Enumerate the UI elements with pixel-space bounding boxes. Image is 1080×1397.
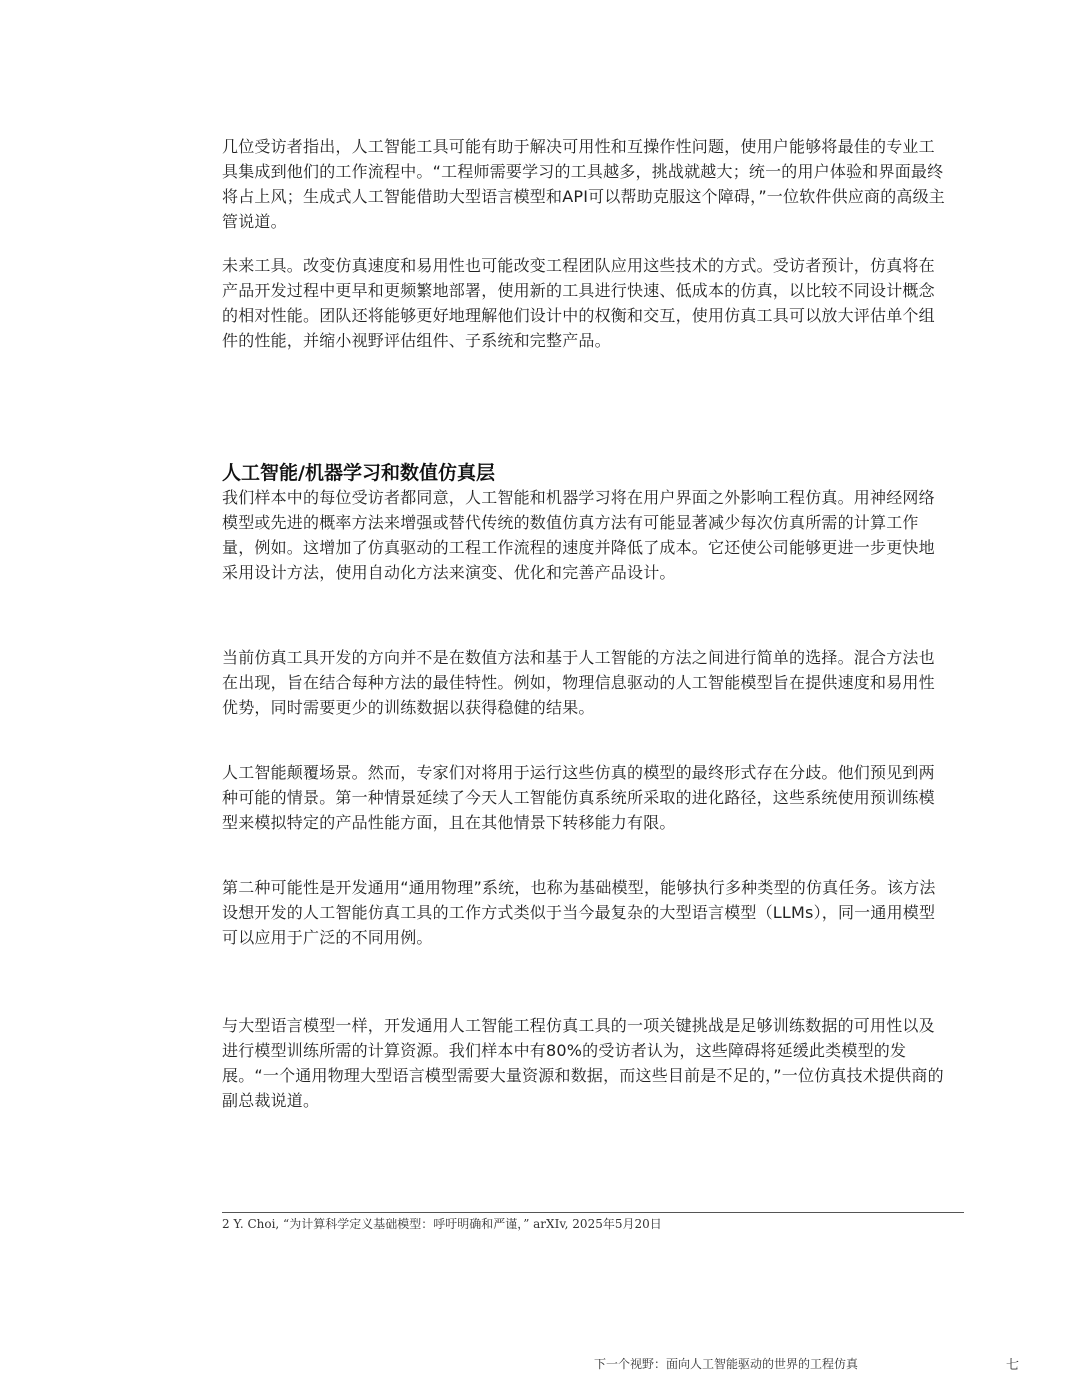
paragraph-foundation-model: 第二种可能性是开发通用“通用物理”系统，也称为基础模型，能够执行多种类型的仿真任务。该方法设想开发的人工智能仿真工具的工作方式类似于当今最复杂的大型语言模型（LLMs），同一通用模型可以应用于广泛的不同用例。 xyxy=(222,878,936,947)
section-heading: 人工智能/机器学习和数值仿真层 xyxy=(222,462,495,484)
paragraph-future-tools: 未来工具。改变仿真速度和易用性也可能改变工程团队应用这些技术的方式。受访者预计，仿真将在产品开发过程中更早和更频繁地部署，使用新的工具进行快速、低成本的仿真，以比较不同设计概念的相对性能。团队还将能够更好地理解他们设计中的权衡和交互，使用仿真工具可以放大评估单个组件的性能，并缩小视野评估组件、子系统和完整产品。 xyxy=(222,256,935,350)
paragraph-hybrid-methods: 当前仿真工具开发的方向并不是在数值方法和基于人工智能的方法之间进行简单的选择。混合方法也在出现，旨在结合每种方法的最佳特性。例如，物理信息驱动的人工智能模型旨在提供速度和易用性优势，同时需要更少的训练数据以获得稳健的结果。 xyxy=(222,648,935,717)
footnote-divider xyxy=(222,1212,964,1213)
paragraph-training-challenge: 与大型语言模型一样，开发通用人工智能工程仿真工具的一项关键挑战是足够训练数据的可用性以及进行模型训练所需的计算资源。我们样本中有80%的受访者认为，这些障碍将延缓此类模型的发展。“一个通用物理大型语言模型需要大量资源和数据，而这些目前是不足的，”一位仿真技术提供商的副总裁说道。 xyxy=(222,1016,944,1110)
paragraph-ai-ml-layer: 我们样本中的每位受访者都同意，人工智能和机器学习将在用户界面之外影响工程仿真。用神经网络模型或先进的概率方法来增强或替代传统的数值仿真方法有可能显著减少每次仿真所需的计算工作量，例如。这增加了仿真驱动的工程工作流程的速度并降低了成本。它还使公司能够更进一步更快地采用设计方法，使用自动化方法来演变、优化和完善产品设计。 xyxy=(222,488,935,582)
paragraph-tool-integration: 几位受访者指出，人工智能工具可能有助于解决可用性和互操作性问题，使用户能够将最佳的专业工具集成到他们的工作流程中。“工程师需要学习的工具越多，挑战就越大；统一的用户体验和界面最终将占上风；生成式人工智能借助大型语言模型和API可以帮助克服这个障碍，”一位软件供应商的高级主管说道。 xyxy=(222,137,946,231)
page-number: 七 xyxy=(1006,1358,1020,1373)
paragraph-disruption-scenario: 人工智能颠覆场景。然而，专家们对将用于运行这些仿真的模型的最终形式存在分歧。他们预见到两种可能的情景。第一种情景延续了今天人工智能仿真系统所采取的进化路径，这些系统使用预训练模型来模拟特定的产品性能方面，且在其他情景下转移能力有限。 xyxy=(222,763,935,832)
footnote: 2 Y. Choi, “为计算科学定义基础模型：呼吁明确和严谨，” arXIv, 2025年5月20日 xyxy=(222,1217,662,1231)
footer-title: 下一个视野：面向人工智能驱动的世界的工程仿真 xyxy=(594,1357,859,1371)
